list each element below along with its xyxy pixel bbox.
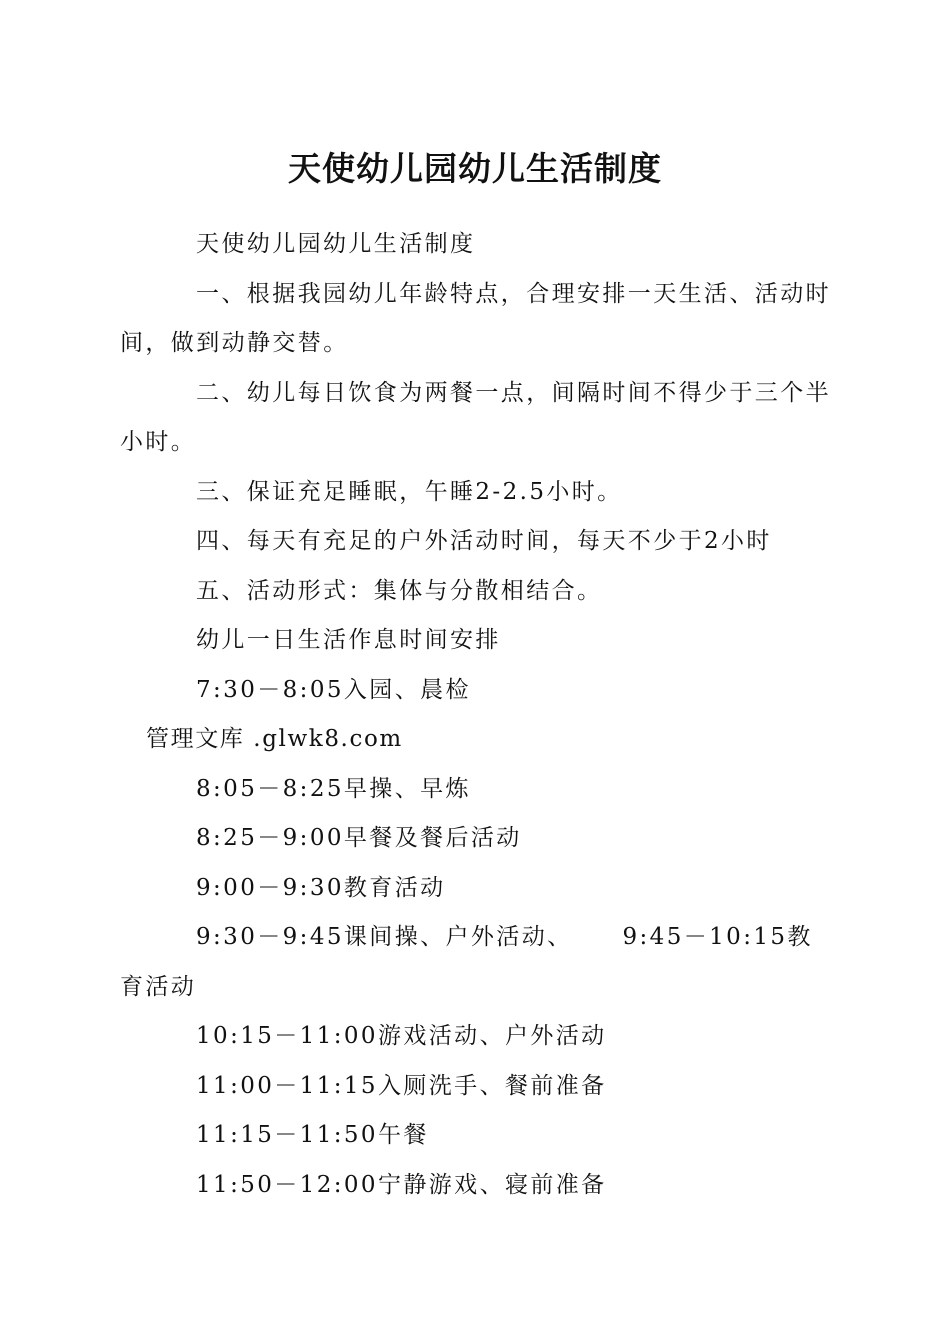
schedule-item-6: 11:00－11:15入厕洗手、餐前准备 (196, 1072, 607, 1099)
schedule-item-1: 8:05－8:25早操、早炼 (196, 775, 471, 802)
rule-5-paragraph: 五、活动形式：集体与分散相结合。 (196, 577, 603, 604)
rule-4-paragraph: 四、每天有充足的户外活动时间，每天不少于2小时 (196, 528, 772, 554)
schedule-item-2: 8:25－9:00早餐及餐后活动 (196, 825, 522, 851)
subtitle-paragraph: 天使幼儿园幼儿生活制度 (196, 231, 476, 257)
schedule-heading: 幼儿一日生活作息时间安排 (196, 627, 501, 653)
document-body (120, 220, 832, 1210)
schedule-item-3: 9:00－9:30教育活动 (196, 874, 446, 901)
schedule-item-0: 7:30－8:05入园、晨检 (196, 676, 471, 703)
source-note: 管理文库 .glwk8.com (146, 726, 403, 752)
schedule-item-8: 11:50－12:00宁静游戏、寝前准备 (196, 1171, 607, 1198)
schedule-item-split-left: 9:30－9:45课间操、户外活动、 (196, 924, 573, 950)
schedule-item-5: 10:15－11:00游戏活动、户外活动 (196, 1023, 607, 1049)
document-title: 天使幼儿园幼儿生活制度 (288, 149, 662, 188)
schedule-item-split-right: 9:45－10:15教育活动 (120, 924, 813, 1000)
rule-2-paragraph: 二、幼儿每日饮食为两餐一点，间隔时间不得少于三个半小时。 (120, 379, 831, 455)
schedule-item-split (120, 913, 832, 1012)
rule-3-paragraph: 三、保证充足睡眠，午睡2-2.5小时。 (196, 478, 623, 505)
schedule-item-7: 11:15－11:50午餐 (196, 1122, 429, 1148)
rule-1-paragraph: 一、根据我园幼儿年龄特点，合理安排一天生活、活动时间，做到动静交替。 (120, 280, 831, 356)
